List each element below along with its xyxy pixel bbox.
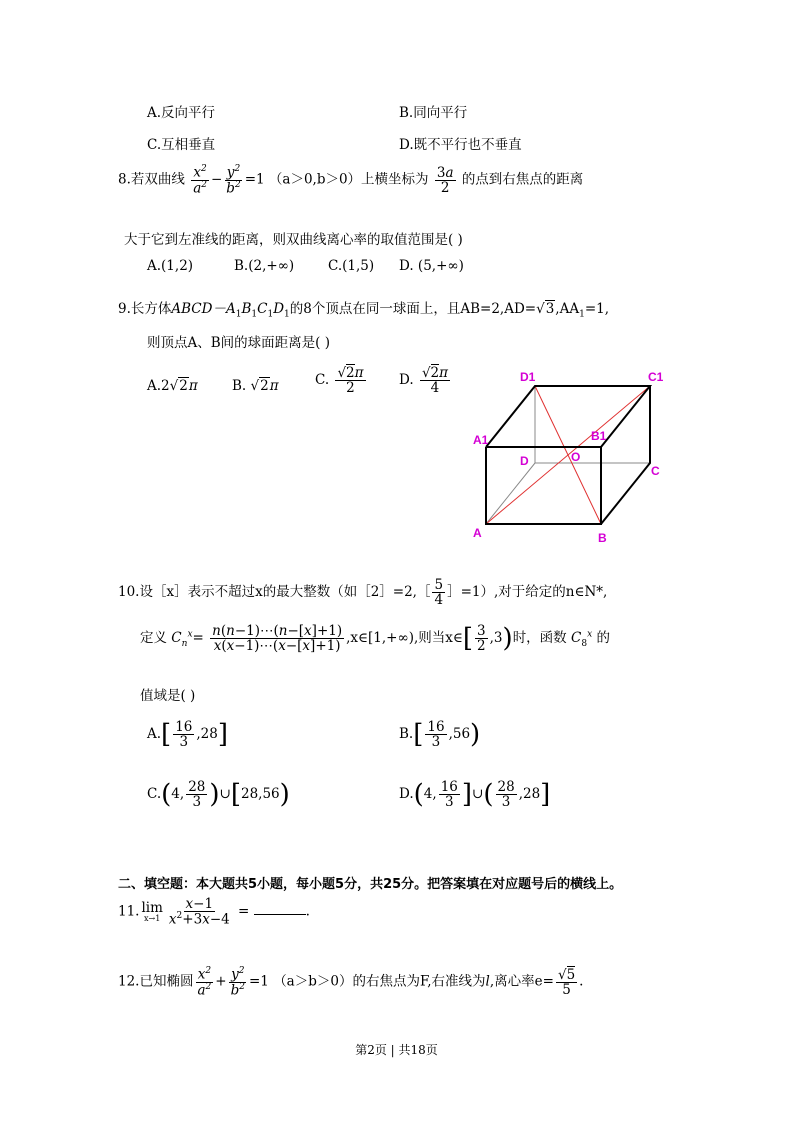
q12-prefix: 12.已知椭圆 — [118, 973, 194, 990]
q10-line1: 10.设［x］表示不超过x的最大整数（如［2］=2,［ $\frac{5}{4}$ ］=1）,对于给定的n∈N*, — [118, 577, 608, 609]
q7-option-d: D.既不平行也不垂直 — [399, 137, 522, 153]
q10-option-b: B.[ $\frac{16}{3}$ ,56) — [399, 719, 481, 751]
q9-line1: 9.长方体$ABCD-A_1B_1C_1D_1$的8个顶点在同一球面上，且$AB=2,AD=√3,AA_1=1$, — [118, 301, 610, 320]
label-d1: D1 — [520, 370, 536, 384]
label-c: C — [651, 464, 660, 478]
q8-option-b: B.(2,+∞) — [234, 258, 295, 274]
q10-def-prefix: 定义 — [140, 630, 167, 647]
q9-option-a-label: A.2 — [147, 378, 170, 394]
q11-prefix: 11. — [118, 903, 140, 920]
q10-definition: 定义 $C_n^x=$ $\frac{n(n-1)\cdots(n-[x]+1)}{x(x-1)\cdots(x-[x]+1)}$ ,x∈[1,+∞),则当x∈[ $\frac{3}{2}$ ,3)时，函数 $C_8^x$ 的 — [140, 623, 610, 655]
q10-option-c-label: C. — [147, 786, 162, 803]
q9-option-d: D. $\frac{√2\pi}{4}$ — [399, 365, 449, 397]
q10-option-d-label: D. — [399, 786, 414, 803]
q9-option-d-label: D. — [399, 372, 414, 389]
q12-ecc: ,离心率e= — [489, 973, 554, 990]
label-a: A — [473, 526, 482, 540]
q9-option-b-label: B. — [232, 378, 247, 394]
q11-lim: lim — [141, 899, 163, 916]
label-o: O — [571, 450, 581, 464]
q9-line1-c: 的8个顶点在同一球面上，且AB=2,AD= — [289, 301, 537, 317]
q10-option-b-label: B. — [399, 726, 414, 743]
q10-option-a-label: A. — [147, 726, 162, 743]
q9-option-c: C. $\frac{√2\pi}{2}$ — [315, 365, 364, 397]
q11-lim-sub: x→1 — [144, 913, 161, 923]
hidden-edge-da — [486, 463, 535, 524]
q7-option-c: C.互相垂直 — [147, 137, 216, 153]
q7-option-b: B.同向平行 — [399, 105, 468, 121]
q10-def-end: 时，函数 — [512, 630, 567, 647]
q12-l: l — [485, 973, 490, 990]
q9-option-b: B. √2π — [232, 378, 279, 394]
section2-title: 二、填空题：本大题共5小题，每小题5分，共25分。把答案填在对应题号后的横线上。 — [118, 877, 623, 892]
q8-condition: （a＞0,b＞0）上横坐标为 — [268, 171, 429, 188]
q10-option-d: D.(4, $\frac{16}{3}$ ]∪( $\frac{28}{3}$ ,28] — [399, 779, 551, 811]
q9-line1-e: =1, — [584, 301, 610, 317]
q8-abscissa: $\frac{3a}{2}$ — [436, 164, 454, 196]
q11-answer-blank[interactable] — [254, 914, 306, 915]
q11-suffix: . — [305, 903, 310, 920]
q8-stem: 8.若双曲线 $\frac{x^2}{a^2}$ − $\frac{y^2}{b^2}$ =1 （a＞0,b＞0）上横坐标为 $\frac{3a}{2}$ 的点到右焦点的距离 — [118, 164, 584, 197]
hyperbola-x-term: $\frac{x^2}{a^2}$ — [193, 164, 207, 197]
q10-line1-end: ］=1）,对于给定的n∈N*, — [447, 584, 608, 601]
label-a1: A1 — [473, 433, 489, 447]
label-b: B — [598, 531, 607, 545]
q8-option-c: C.(1,5) — [328, 258, 375, 274]
q10-def-mid: ,x∈[1,+∞),则当x∈ — [346, 630, 463, 647]
q10-def-tail: 的 — [596, 630, 610, 647]
label-d: D — [520, 454, 529, 468]
q8-suffix: 的点到右焦点的距离 — [461, 171, 584, 188]
q9-option-a: A.2√2π — [147, 378, 198, 394]
cuboid-figure — [465, 365, 675, 550]
top-face — [486, 386, 650, 447]
q9-line1-a: 9.长方体 — [118, 301, 172, 317]
page-footer: 第2页 | 共18页 — [355, 1043, 438, 1057]
q8-option-d: D. (5,+∞) — [399, 258, 464, 274]
label-c1: C1 — [648, 370, 664, 384]
hyperbola-y-term: $\frac{y^2}{b^2}$ — [226, 164, 241, 197]
q12: 12.已知椭圆 $\frac{x^2}{a^2}$ + $\frac{y^2}{b^2}$ =1 （a＞b＞0）的右焦点为F,右准线为l,离心率e= $\frac{√5}{5}$ . — [118, 966, 584, 999]
q10-option-c: C.(4, $\frac{28}{3}$ )∪[28,56) — [147, 779, 290, 811]
q12-end: . — [579, 973, 584, 990]
label-b1: B1 — [591, 429, 607, 443]
q8-line2: 大于它到左准线的距离，则双曲线离心率的取值范围是( ) — [124, 232, 463, 248]
q12-condition: （a＞b＞0）的右焦点为F,右准线为 — [273, 973, 486, 990]
sqrt3: √3 — [536, 301, 555, 317]
q10-line3: 值域是( ) — [140, 688, 196, 704]
q10-line1-text: 10.设［x］表示不超过x的最大整数（如［2］=2,［ — [118, 584, 431, 601]
q8-option-a: A.(1,2) — [147, 258, 194, 274]
front-face — [486, 447, 601, 524]
q10-option-a: A.[ $\frac{16}{3}$ ,28] — [147, 719, 229, 751]
q11: 11. lim x→1 $\frac{x-1}{x^2+3x-4}$ = . — [118, 896, 310, 928]
q9-line1-b: ABCD－A — [171, 301, 236, 317]
q9-option-c-label: C. — [315, 372, 330, 389]
q8-prefix: 8.若双曲线 — [118, 171, 185, 188]
diagonal-d1b — [535, 386, 601, 524]
q7-option-a: A.反向平行 — [147, 105, 216, 121]
q9-line2: 则顶点A、B间的球面距离是( ) — [147, 335, 330, 351]
q9-line1-d: ,AA — [555, 301, 580, 317]
